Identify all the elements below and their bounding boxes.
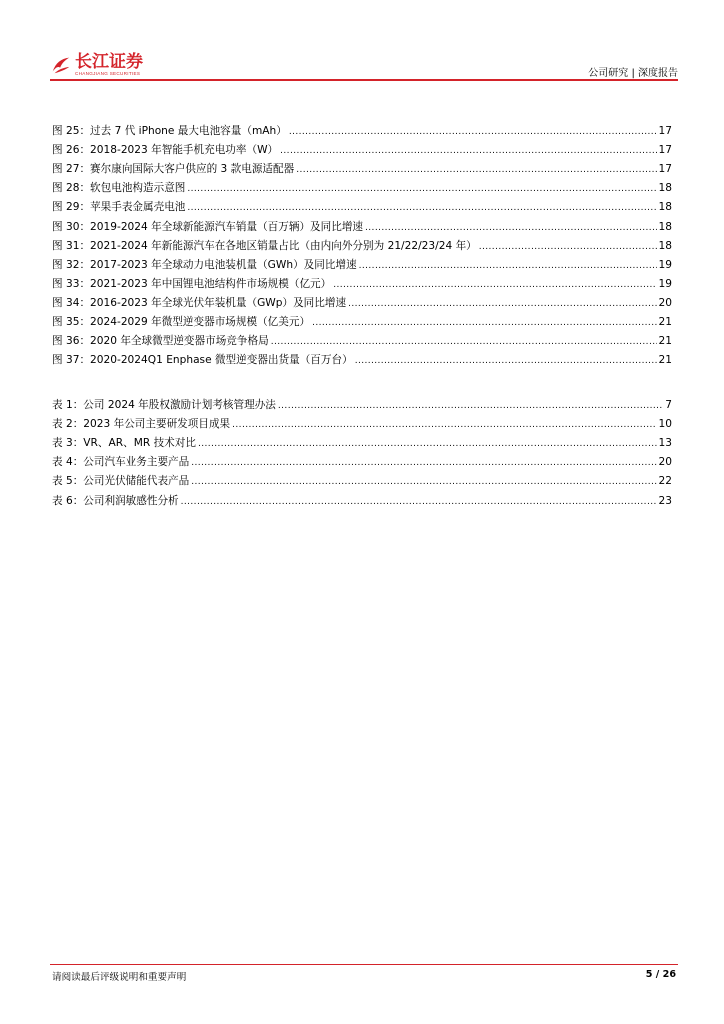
figure-entry-label: 图 30：2019-2024 年全球新能源汽车销量（百万辆）及同比增速	[52, 220, 364, 233]
figure-entry-label: 图 28：软包电池构造示意图	[52, 182, 186, 195]
dot-leader	[365, 223, 656, 233]
table-entry-label: 表 6：公司利润敏感性分析	[52, 494, 179, 507]
logo-chinese-text: 长江证券	[75, 51, 143, 72]
figure-entry[interactable]	[52, 123, 672, 141]
dot-leader	[479, 242, 657, 252]
figure-entry-label: 图 31：2021-2024 年新能源汽车在各地区销量占比（由内向外分别为 21/22/23/24 年）	[52, 239, 477, 252]
figure-entry[interactable]	[52, 257, 672, 275]
figure-entry[interactable]	[52, 314, 672, 332]
figure-entry[interactable]	[52, 238, 672, 256]
figure-entry-page: 21	[658, 354, 672, 367]
company-logo	[50, 52, 143, 78]
dot-leader	[198, 439, 657, 449]
dot-leader	[187, 184, 656, 194]
table-entry[interactable]	[52, 454, 672, 472]
table-entry-page: 20	[658, 456, 672, 469]
figure-entry-page: 18	[658, 220, 672, 233]
dot-leader	[191, 477, 656, 487]
figure-entry-label: 图 27：赛尔康向国际大客户供应的 3 款电源适配器	[52, 163, 295, 176]
dot-leader	[289, 127, 657, 137]
table-entry-page: 10	[658, 418, 672, 431]
dot-leader	[348, 299, 656, 309]
figure-entry-page: 18	[658, 182, 672, 195]
figure-entry[interactable]	[52, 219, 672, 237]
table-entry-label: 表 3：VR、AR、MR 技术对比	[52, 437, 196, 450]
figure-entry-page: 19	[658, 258, 672, 271]
table-entry-page: 22	[658, 475, 672, 488]
report-section-label: 公司研究 | 深度报告	[588, 68, 678, 79]
figure-entry-page: 18	[658, 239, 672, 252]
logo-emblem-icon	[50, 54, 72, 76]
figure-entry-label: 图 37：2020-2024Q1 Enphase 微型逆变器出货量（百万台）	[52, 354, 353, 367]
figure-entry-page: 20	[658, 296, 672, 309]
dot-leader	[355, 356, 657, 366]
figure-entry-label: 图 26：2018-2023 年智能手机充电功率（W）	[52, 144, 279, 157]
figure-entry-label: 图 35：2024-2029 年微型逆变器市场规模（亿美元）	[52, 316, 311, 328]
figure-entry-label: 图 25：过去 7 代 iPhone 最大电池容量（mAh）	[52, 125, 287, 137]
figure-entry-label: 图 36：2020 年全球微型逆变器市场竞争格局	[52, 335, 269, 348]
dot-leader	[359, 261, 657, 271]
figure-entry-page: 17	[658, 125, 672, 137]
dot-leader	[232, 420, 656, 430]
figure-entry[interactable]	[52, 180, 672, 198]
table-entry[interactable]	[52, 493, 672, 511]
figure-entry-page: 19	[658, 277, 672, 290]
table-entry-label: 表 2：2023 年公司主要研发项目成果	[52, 418, 231, 431]
dot-leader	[278, 401, 663, 411]
table-entry[interactable]	[52, 435, 672, 453]
figure-entry[interactable]	[52, 276, 672, 294]
table-entry-page: 23	[658, 494, 672, 507]
figure-entry[interactable]	[52, 352, 672, 370]
dot-leader	[280, 146, 656, 156]
figure-entry-page: 21	[658, 335, 672, 348]
figure-entry-page: 21	[658, 316, 672, 328]
table-entry-page: 7	[665, 399, 672, 411]
table-entry-label: 表 5：公司光伏储能代表产品	[52, 475, 190, 488]
figure-entry[interactable]	[52, 142, 672, 160]
figure-entry[interactable]	[52, 199, 672, 217]
dot-leader	[191, 458, 656, 468]
logo-english-text: CHANGJIANG SECURITIES	[75, 70, 141, 76]
dot-leader	[181, 497, 657, 507]
header-divider	[50, 79, 678, 81]
table-entry-page: 13	[658, 437, 672, 450]
table-entry[interactable]	[52, 473, 672, 491]
table-entry[interactable]	[52, 416, 672, 434]
figure-entry-label: 图 32：2017-2023 年全球动力电池装机量（GWh）及同比增速	[52, 258, 357, 271]
figure-entry-label: 图 34：2016-2023 年全球光伏年装机量（GWp）及同比增速	[52, 296, 347, 309]
dot-leader	[271, 337, 657, 347]
figure-entry-label: 图 29：苹果手表金属壳电池	[52, 201, 186, 214]
dot-leader	[296, 165, 656, 175]
table-entry[interactable]	[52, 397, 672, 415]
page-number: 5 / 26	[645, 969, 676, 980]
footer-divider	[50, 964, 678, 965]
figure-entry-label: 图 33：2021-2023 年中国锂电池结构件市场规模（亿元）	[52, 277, 332, 290]
dot-leader	[312, 318, 656, 328]
dot-leader	[333, 280, 656, 290]
table-entry-label: 表 4：公司汽车业务主要产品	[52, 456, 190, 469]
footer-disclaimer: 请阅读最后评级说明和重要声明	[52, 972, 187, 983]
figure-entry[interactable]	[52, 333, 672, 351]
figure-entry-page: 18	[658, 201, 672, 214]
figure-entry-page: 17	[658, 163, 672, 176]
figure-entry-page: 17	[658, 144, 672, 157]
dot-leader	[187, 203, 656, 213]
figure-entry[interactable]	[52, 295, 672, 313]
figure-entry[interactable]	[52, 161, 672, 179]
table-entry-label: 表 1：公司 2024 年股权激励计划考核管理办法	[52, 399, 276, 411]
